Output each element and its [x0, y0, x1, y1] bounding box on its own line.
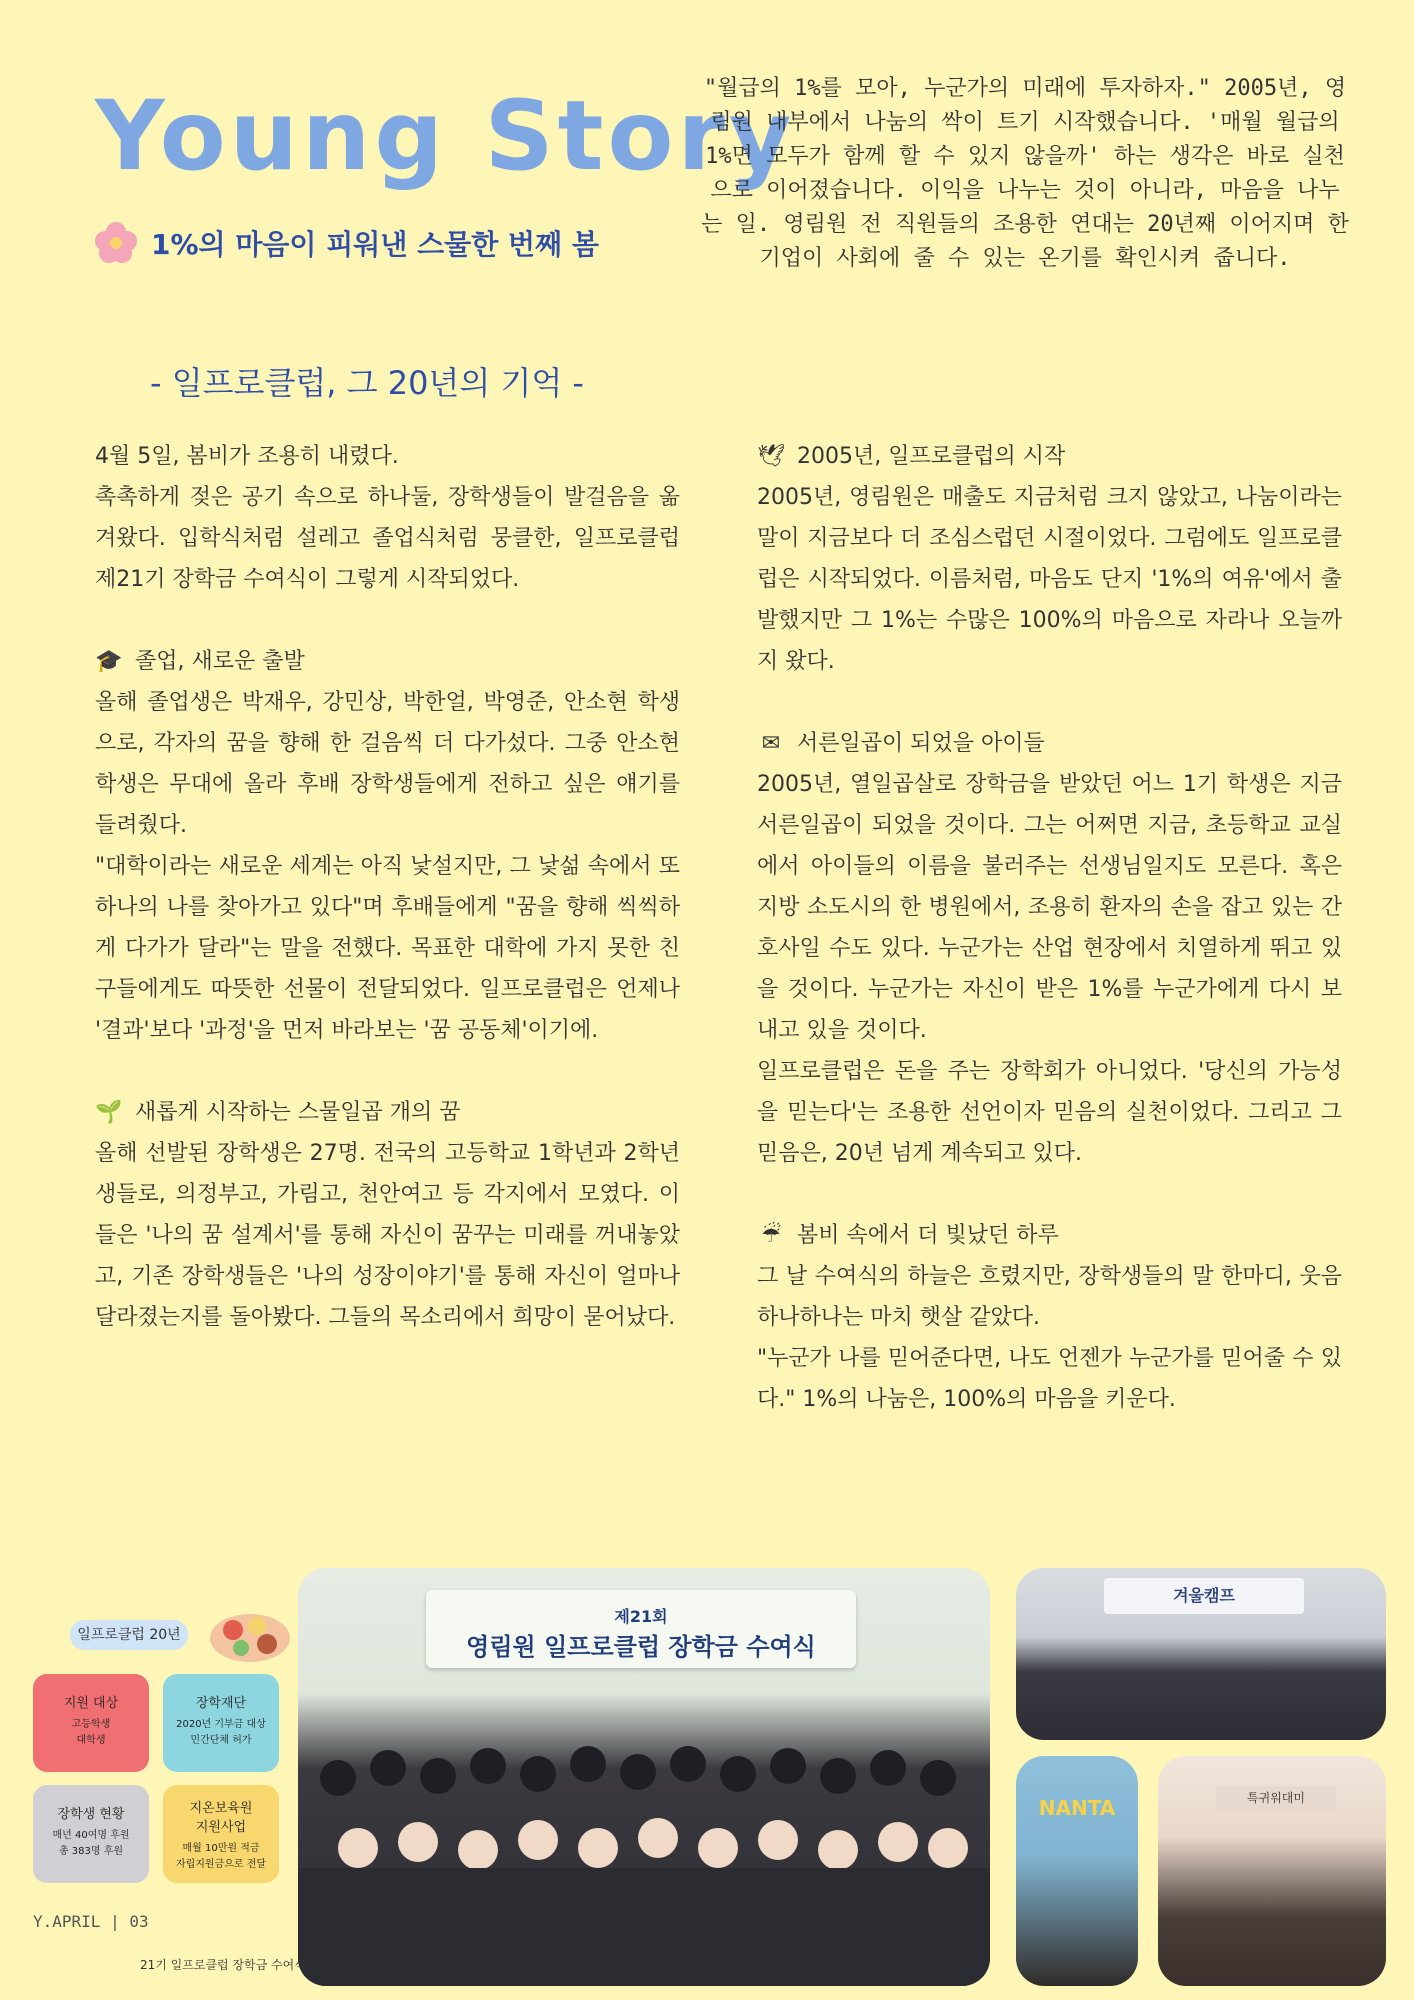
info-card-orphanage: 지온보육원 지원사업 매월 10만원 적금 자립지원금으로 전달	[163, 1785, 279, 1883]
nanta-show-photo	[1016, 1756, 1138, 1986]
section-subhead: 🌱 새롭게 시작하는 스물일곱 개의 꿈	[95, 1092, 680, 1133]
cherry-blossom-icon	[95, 222, 137, 264]
info-title: 일프로클럽 20년	[70, 1620, 188, 1650]
umbrella-icon: ☔	[761, 1223, 781, 1248]
food-illustration-icon	[205, 1598, 295, 1668]
crowd-silhouettes	[298, 1718, 990, 1986]
dove-icon: 🕊	[757, 444, 785, 469]
subtitle-text: 1%의 마음이 피워낸 스물한 번째 봄	[151, 228, 599, 261]
paragraph: 2005년, 영림원은 매출도 지금처럼 크지 않았고, 나눔이라는 말이 지금보다 더 조심스럽던 시절이었다. 그럼에도 일프로클럽은 시작되었다. 이름처럼, 마음도 단지 '1%의 여유'에서 출발했지만 그 1%는 수많은 100%의 마음으로 자라나 오늘까지 왔다.	[757, 485, 1342, 674]
winter-camp-banner: 겨울캠프	[1104, 1578, 1304, 1614]
banner-line: 제21회	[614, 1607, 668, 1626]
page-title: Young Story	[95, 80, 796, 192]
party-photo	[1158, 1756, 1386, 1986]
banner-line: 영림원 일프로클럽 장학금 수여식	[466, 1633, 816, 1661]
left-column	[95, 436, 680, 1338]
right-column	[757, 436, 1342, 1420]
info-card-scholars: 장학생 현황 매년 40여명 후원 총 383명 후원	[33, 1785, 149, 1883]
graduation-cap-icon: 🎓	[95, 649, 123, 674]
paragraph: 2005년, 열일곱살로 장학금을 받았던 어느 1기 학생은 지금 서른일곱이 되었을 것이다. 그는 어쩌면 지금, 초등학교 교실에서 아이들의 이름을 불러주는 선생님일지도 모른다. 혹은 지방 소도시의 한 병원에서, 조용히 환자의 손을 잡고 있는 간호사일 수도 있다. 누군가는 산업 현장에서 치열하게 뛰고 있을 것이다. 누군가는 자신이 받은 1%를 누군가에게 다시 보내고 있을 것이다.	[757, 772, 1342, 1043]
info-card-target: 지원 대상 고등학생 대학생	[33, 1674, 149, 1772]
section-heading: - 일프로클럽, 그 20년의 기억 -	[150, 364, 584, 402]
winter-camp-photo	[1016, 1568, 1386, 1740]
paragraph: "누군가 나를 믿어준다면, 나도 언젠가 누군가를 믿어줄 수 있다." 1%의 나눔은, 100%의 마음을 키운다.	[757, 1346, 1342, 1412]
party-banner: 특귀워대미	[1216, 1786, 1336, 1810]
info-card-foundation: 장학재단 2020년 기부금 대상 민간단체 허가	[163, 1674, 279, 1772]
subtitle	[95, 222, 599, 264]
paragraph: 일프로클럽은 돈을 주는 장학회가 아니었다. '당신의 가능성을 믿는다'는 조용한 선언이자 믿음의 실천이었다. 그리고 그 믿음은, 20년 넘게 계속되고 있다.	[757, 1059, 1342, 1166]
section-subhead: 🕊 2005년, 일프로클럽의 시작	[757, 436, 1342, 477]
paragraph: 올해 선발된 장학생은 27명. 전국의 고등학교 1학년과 2학년생들로, 의정부고, 가림고, 천안여고 등 각지에서 모였다. 이들은 '나의 꿈 설계서'를 통해 자신이 꿈꾸는 미래를 꺼내놓았고, 기존 장학생들은 '나의 성장이야기'를 통해 자신이 얼마나 달라졌는지를 돌아봤다. 그들의 목소리에서 희망이 묻어났다.	[95, 1141, 680, 1330]
nanta-sign: NANTA	[1038, 1796, 1116, 1820]
paragraph: 그 날 수여식의 하늘은 흐렸지만, 장학생들의 말 한마디, 웃음 하나하나는 마치 햇살 같았다.	[757, 1264, 1342, 1330]
paragraph: 4월 5일, 봄비가 조용히 내렸다.	[95, 444, 399, 469]
ceremony-group-photo	[298, 1568, 990, 1986]
paragraph: "대학이라는 새로운 세계는 아직 낯설지만, 그 낯섦 속에서 또 하나의 나를 찾아가고 있다"며 후배들에게 "꿈을 향해 씩씩하게 다가가 달라"는 말을 전했다. 목표한 대학에 가지 못한 친구들에게도 따뜻한 선물이 전달되었다. 일프로클럽은 언제나 '결과'보다 '과정'을 먼저 바라보는 '꿈 공동체'이기에.	[95, 854, 680, 1043]
paragraph: 촉촉하게 젖은 공기 속으로 하나둘, 장학생들이 발걸음을 옮겨왔다. 입학식처럼 설레고 졸업식처럼 뭉클한, 일프로클럽 제21기 장학금 수여식이 그렇게 시작되었다.	[95, 485, 680, 592]
seedling-icon: 🌱	[95, 1100, 123, 1125]
section-subhead: ✉ 서른일곱이 되었을 아이들	[757, 723, 1342, 764]
page-footer: Y.APRIL | 03	[33, 1912, 149, 1931]
ceremony-banner	[426, 1590, 856, 1668]
paragraph: 올해 졸업생은 박재우, 강민상, 박한얼, 박영준, 안소현 학생으로, 각자의 꿈을 향해 한 걸음씩 더 다가섰다. 그중 안소현 학생은 무대에 올라 후배 장학생들에게 전하고 싶은 얘기를 들려줬다.	[95, 690, 680, 838]
section-subhead: ☔ 봄비 속에서 더 빛났던 하루	[757, 1215, 1342, 1256]
photo-caption: 21기 일프로클럽 장학금 수여식	[140, 1958, 306, 1972]
section-subhead: 🎓 졸업, 새로운 출발	[95, 641, 680, 682]
envelope-icon: ✉	[761, 731, 781, 756]
intro-paragraph: "월급의 1%를 모아, 누군가의 미래에 투자하자." 2005년, 영림원 내부에서 나눔의 싹이 트기 시작했습니다. '매월 월급의 1%면 모두가 함께 할 수 있지 않을까' 하는 생각은 바로 실천으로 이어졌습니다. 이익을 나누는 것이 아니라, 마음을 나누는 일. 영림원 전 직원들의 조용한 연대는 20년째 이어지며 한 기업이 사회에 줄 수 있는 온기를 확인시켜 줍니다.	[701, 76, 1349, 271]
